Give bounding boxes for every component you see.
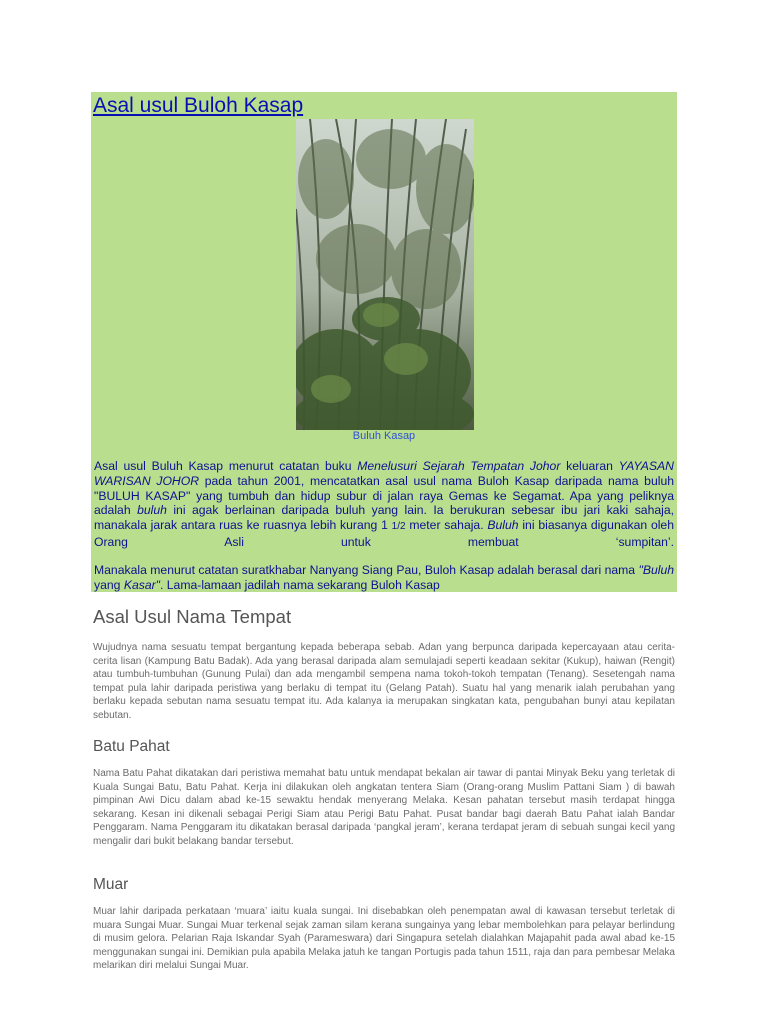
- buloh-kasap-panel: [91, 92, 677, 592]
- section-intro-text: Wujudnya nama sesuatu tempat bergantung kepada beberapa sebab. Adan yang berpunca daripada kepercayaan atau cerita-cerita lisan (Kampung Batu Badak). Ada yang berasal daripada alam semulajadi seperti keadaan sekitar (Kukup), haiwan (Rengit) atau tumbuh-tumbuhan (Gunung Pulai) dan ada mengambil sempena nama tokoh-tokoh tempatan (Tenang). Sesetengah nama tempat pula lahir daripada peristiwa yang berlaku di tempat itu (Gelang Patah). Suatu hal yang menarik ialah perubahan yang berlaku kepada sebutan nama sesuatu tempat itu. Ada kalanya ia merupakan singkatan kata, pengubahan bunyi atau kepilatan sebutan.: [93, 642, 675, 721]
- section-heading: Asal Usul Nama Tempat: [93, 606, 292, 627]
- text-run: ini agak berlainan daripada buluh yang lain. Ia berukuran sebesar ibu jari kaki sahaja, manakala jarak antara ruas ke ruasnya lebih kurang 1: [94, 503, 674, 533]
- italic-run: Kasar": [123, 577, 160, 592]
- muar-heading: Muar: [93, 876, 129, 893]
- italic-run: Buluh: [487, 518, 519, 533]
- buloh-kasap-paragraph-2: [94, 563, 674, 593]
- fraction-run: 1/2: [391, 521, 406, 533]
- text-run: Manakala menurut catatan suratkhabar Nanyang Siang Pau, Buloh Kasap adalah berasal dari nama: [94, 563, 639, 577]
- batu-pahat-text: Nama Batu Pahat dikatakan dari peristiwa memahat batu untuk mendapat bekalan air tawar di pantai Minyak Beku yang terletak di Kuala Sungai Batu, Batu Pahat. Kerja ini dilakukan oleh angkatan tentera Siam (Orang-orang Muslim Pattani Siam ) di bawah pimpinan Awi Dicu dalam abad ke-15 sewaktu hendak menyerang Melaka. Kesan pahatan tersebut masih terdapat hingga sekarang. Kesan ini dikenali sebagai Perigi Siam atau Perigi Batu Pahat. Pusat bandar bagi daerah Batu Pahat ialah Bandar Penggaram. Nama Penggaram itu dikatakan berasal daripada ‘pangkal jeram’, kerana terdapat jeram di sebuah sungai kecil yang mengalir dari bukit belakang bandar tersebut.: [93, 768, 675, 847]
- italic-run: buluh: [137, 503, 167, 518]
- italic-run: Menelusuri Sejarah Tempatan Johor: [357, 459, 561, 473]
- text-run: keluaran: [560, 459, 619, 473]
- muar-text: Muar lahir daripada perkataan ‘muara’ iaitu kuala sungai. Ini disebabkan oleh penempatan awal di kawasan tersebut terletak di muara Sungai Muar. Sungai Muar terkenal sejak zaman silam kerana sungainya yang lebar membolehkan para pelayar berlindung di musim gelora. Pelarian Raja Iskandar Syah (Parameswara) dari Singapura setelah dialahkan Majapahit pada awal abad ke-15 menggunakan sungai ini. Demikian pula apabila Melaka jatuh ke tangan Portugis pada tahun 1511, raja dan para pembesar Melaka melarikan diri melalui Sungai Muar.: [93, 906, 675, 972]
- text-run: meter sahaja.: [405, 518, 488, 533]
- photo-caption: Buluh Kasap: [352, 430, 416, 442]
- text-run: pada tahun 2001, mencatatkan asal usul nama Buloh Kasap daripada nama buluh "BULUH KASAP" yang tumbuh dan hidup subur di jalan raya Gemas ke Segamat. Apa yang peliknya adalah: [94, 473, 675, 518]
- batu-pahat-heading: Batu Pahat: [93, 738, 170, 755]
- italic-run: YAYASAN WARISAN JOHOR: [94, 459, 674, 488]
- bamboo-photo: [296, 119, 474, 430]
- text-run: Asal usul Buluh Kasap menurut catatan buku: [94, 459, 358, 473]
- page-title[interactable]: Asal usul Buloh Kasap: [93, 94, 304, 117]
- text-run: . Lama-lamaan jadilah nama sekarang Buloh Kasap: [160, 577, 440, 592]
- italic-run: "Buluh: [638, 563, 674, 577]
- text-run: ini biasanya digunakan oleh Orang Asli untuk membuat ‘sumpitan’.: [94, 518, 674, 549]
- buloh-kasap-paragraph-1: [94, 459, 674, 550]
- text-run: yang: [94, 577, 124, 592]
